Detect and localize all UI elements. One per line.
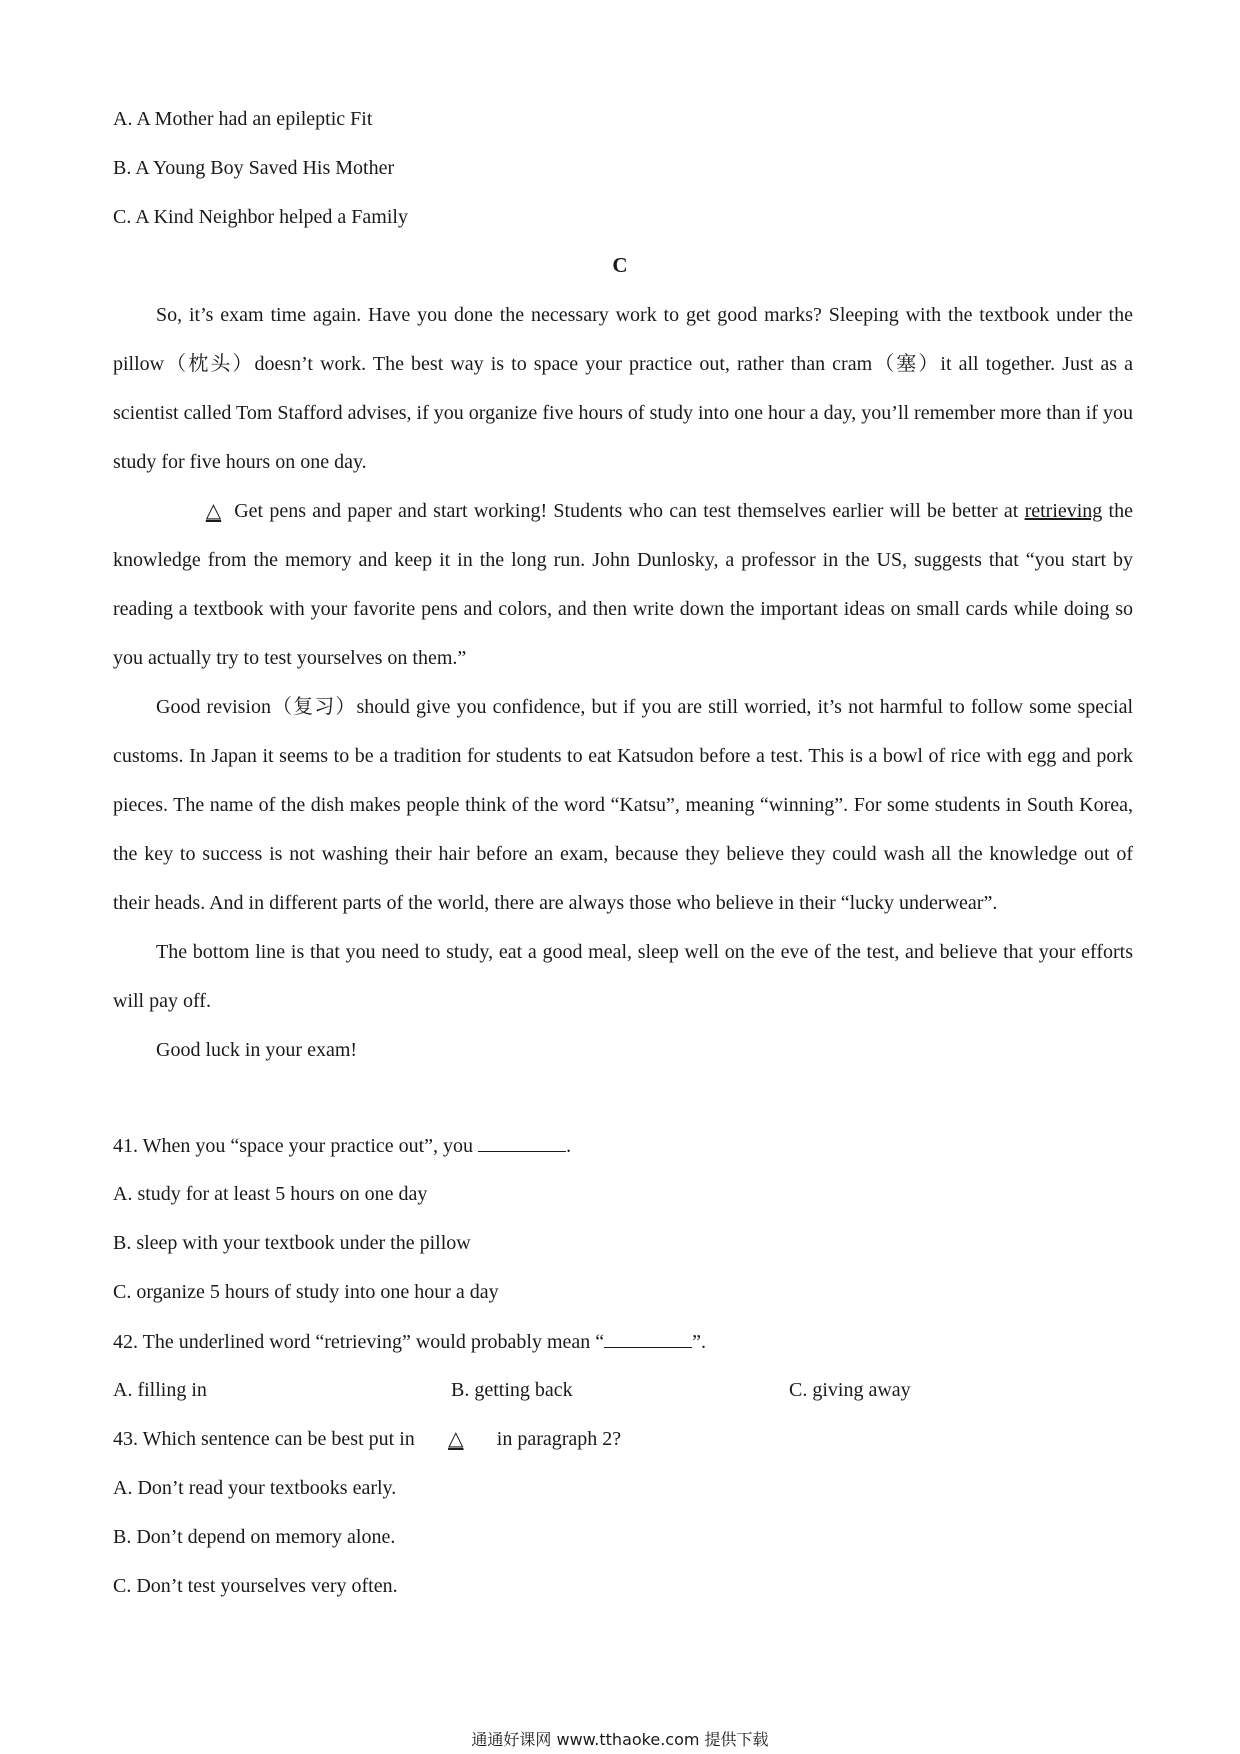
passage-paragraph-1: So, it’s exam time again. Have you done the necessary work to get good marks? Sleeping with the textbook under the pillow（枕头）doesn’t work. The best way is to space your practice out, rather than cram（塞）it all together. Just as a scientist called Tom Stafford advises, if you organize five hours of study into one hour a day, you’ll remember more than if you study for five hours on one day. <box>113 304 1133 473</box>
passage-paragraph-5: Good luck in your exam! <box>156 1039 358 1061</box>
q42-stem-b: ”. <box>692 1331 707 1353</box>
q43-option-b: B. Don’t depend on memory alone. <box>113 1526 396 1548</box>
underlined-word: retrieving <box>1024 500 1103 522</box>
blank-marker: △ <box>448 1428 464 1450</box>
passage-paragraph-4: The bottom line is that you need to study, eat a good meal, sleep well on the eve of the test, and believe that your efforts will pay off. <box>113 941 1133 1012</box>
passage-paragraph-3: Good revision（复习）should give you confidence, but if you are still worried, it’s not harmful to follow some special customs. In Japan it seems to be a tradition for students to eat Katsudon before a test. This is a bowl of rice with egg and pork pieces. The name of the dish makes people think of the word “Katsu”, meaning “winning”. For some students in South Korea, the key to success is not washing their hair before an exam, because they believe they could wash all the knowledge out of their heads. And in different parts of the world, there are always those who believe in their “lucky underwear”. <box>113 696 1133 914</box>
answer-blank <box>604 1329 692 1348</box>
blank-marker: △ <box>205 500 222 522</box>
paragraph-2-text-b: the knowledge from the memory and keep it in the long run. John Dunlosky, a professor in the US, suggests that “you start by reading a textbook with your favorite pens and colors, and then write down the important ideas on small cards while doing so you actually try to test yourselves on them.” <box>113 500 1133 669</box>
q41-stem-a: 41. When you “space your practice out”, you <box>113 1135 479 1157</box>
page-footer: 通通好课网 www.tthaoke.com 提供下载 <box>471 1730 769 1749</box>
q43-option-c: C. Don’t test yourselves very often. <box>113 1575 398 1597</box>
q41-stem-b: . <box>566 1135 572 1157</box>
q43-stem-b: in paragraph 2? <box>491 1428 622 1450</box>
q41-option-a: A. study for at least 5 hours on one day <box>113 1183 428 1205</box>
q42-stem-a: 42. The underlined word “retrieving” would probably mean “ <box>113 1331 605 1353</box>
question-42 <box>113 1329 706 1354</box>
question-43 <box>113 1427 621 1451</box>
q41-option-b: B. sleep with your textbook under the pillow <box>113 1232 471 1254</box>
passage-paragraph-2 <box>113 487 1133 683</box>
q43-option-a: A. Don’t read your textbooks early. <box>113 1477 397 1499</box>
q43-stem-a: 43. Which sentence can be best put in <box>113 1428 420 1450</box>
passage <box>113 291 1133 1075</box>
paragraph-2-text-a: Get pens and paper and start working! Students who can test themselves earlier will be better at <box>228 500 1025 522</box>
question-41 <box>113 1133 571 1158</box>
q42-option-c: C. giving away <box>789 1379 911 1401</box>
q42-option-b: B. getting back <box>451 1379 573 1401</box>
q41-option-c: C. organize 5 hours of study into one hour a day <box>113 1281 499 1303</box>
answer-blank <box>478 1133 566 1152</box>
prev-option-c: C. A Kind Neighbor helped a Family <box>113 206 408 228</box>
q42-option-a: A. filling in <box>113 1379 207 1401</box>
prev-option-a: A. A Mother had an epileptic Fit <box>113 108 373 130</box>
section-title: C <box>612 253 628 277</box>
prev-option-b: B. A Young Boy Saved His Mother <box>113 157 395 179</box>
